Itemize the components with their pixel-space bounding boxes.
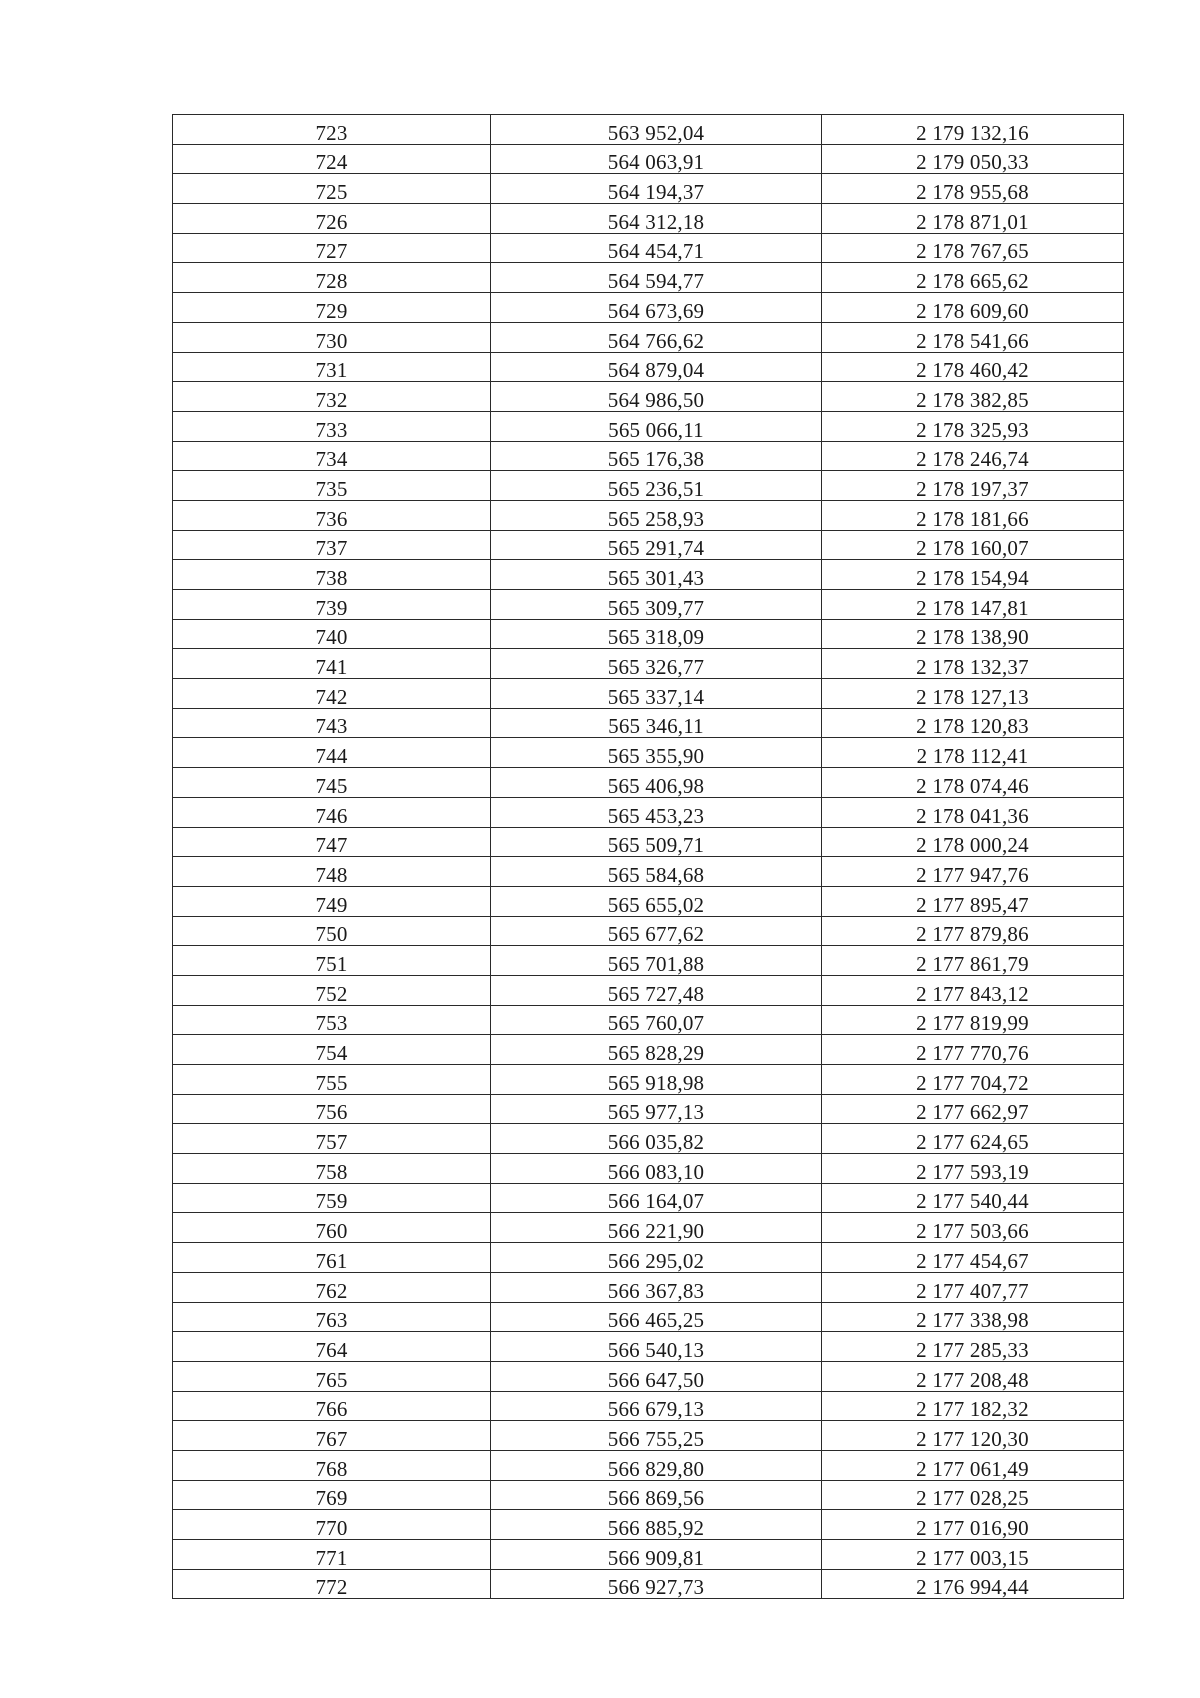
point-number-cell: 744 xyxy=(173,738,491,768)
table-row xyxy=(173,738,1124,768)
point-number-cell: 736 xyxy=(173,500,491,530)
x-coordinate-cell: 564 673,69 xyxy=(491,293,822,323)
y-coordinate-cell: 2 178 181,66 xyxy=(822,500,1124,530)
x-coordinate-cell: 564 063,91 xyxy=(491,144,822,174)
table-row xyxy=(173,174,1124,204)
point-number-cell: 730 xyxy=(173,322,491,352)
point-number-cell: 759 xyxy=(173,1183,491,1213)
table-row xyxy=(173,263,1124,293)
table-row xyxy=(173,1332,1124,1362)
y-coordinate-cell: 2 178 147,81 xyxy=(822,590,1124,620)
point-number-cell: 753 xyxy=(173,1005,491,1035)
x-coordinate-cell: 566 909,81 xyxy=(491,1540,822,1570)
y-coordinate-cell: 2 178 000,24 xyxy=(822,827,1124,857)
y-coordinate-cell: 2 178 325,93 xyxy=(822,411,1124,441)
point-number-cell: 769 xyxy=(173,1480,491,1510)
x-coordinate-cell: 564 879,04 xyxy=(491,352,822,382)
point-number-cell: 735 xyxy=(173,471,491,501)
point-number-cell: 763 xyxy=(173,1302,491,1332)
x-coordinate-cell: 565 977,13 xyxy=(491,1094,822,1124)
point-number-cell: 757 xyxy=(173,1124,491,1154)
point-number-cell: 760 xyxy=(173,1213,491,1243)
table-row xyxy=(173,1035,1124,1065)
point-number-cell: 725 xyxy=(173,174,491,204)
table-row xyxy=(173,1302,1124,1332)
point-number-cell: 734 xyxy=(173,441,491,471)
table-row xyxy=(173,946,1124,976)
table-row xyxy=(173,916,1124,946)
point-number-cell: 747 xyxy=(173,827,491,857)
point-number-cell: 742 xyxy=(173,679,491,709)
point-number-cell: 765 xyxy=(173,1361,491,1391)
y-coordinate-cell: 2 176 994,44 xyxy=(822,1569,1124,1599)
x-coordinate-cell: 564 194,37 xyxy=(491,174,822,204)
point-number-cell: 764 xyxy=(173,1332,491,1362)
y-coordinate-cell: 2 179 132,16 xyxy=(822,115,1124,145)
point-number-cell: 762 xyxy=(173,1272,491,1302)
x-coordinate-cell: 566 927,73 xyxy=(491,1569,822,1599)
y-coordinate-cell: 2 177 704,72 xyxy=(822,1065,1124,1095)
point-number-cell: 724 xyxy=(173,144,491,174)
x-coordinate-cell: 566 465,25 xyxy=(491,1302,822,1332)
y-coordinate-cell: 2 177 285,33 xyxy=(822,1332,1124,1362)
point-number-cell: 737 xyxy=(173,530,491,560)
x-coordinate-cell: 565 655,02 xyxy=(491,886,822,916)
point-number-cell: 756 xyxy=(173,1094,491,1124)
x-coordinate-cell: 566 295,02 xyxy=(491,1243,822,1273)
y-coordinate-cell: 2 178 955,68 xyxy=(822,174,1124,204)
point-number-cell: 770 xyxy=(173,1510,491,1540)
table-row xyxy=(173,1124,1124,1154)
x-coordinate-cell: 565 760,07 xyxy=(491,1005,822,1035)
point-number-cell: 731 xyxy=(173,352,491,382)
x-coordinate-cell: 565 727,48 xyxy=(491,975,822,1005)
table-row xyxy=(173,1421,1124,1451)
table-row xyxy=(173,1272,1124,1302)
x-coordinate-cell: 563 952,04 xyxy=(491,115,822,145)
y-coordinate-cell: 2 177 770,76 xyxy=(822,1035,1124,1065)
point-number-cell: 751 xyxy=(173,946,491,976)
x-coordinate-cell: 565 236,51 xyxy=(491,471,822,501)
x-coordinate-cell: 565 509,71 xyxy=(491,827,822,857)
point-number-cell: 729 xyxy=(173,293,491,323)
y-coordinate-cell: 2 178 609,60 xyxy=(822,293,1124,323)
x-coordinate-cell: 566 367,83 xyxy=(491,1272,822,1302)
point-number-cell: 767 xyxy=(173,1421,491,1451)
x-coordinate-cell: 565 176,38 xyxy=(491,441,822,471)
table-row xyxy=(173,679,1124,709)
table-row xyxy=(173,1361,1124,1391)
x-coordinate-cell: 566 035,82 xyxy=(491,1124,822,1154)
point-number-cell: 743 xyxy=(173,708,491,738)
y-coordinate-cell: 2 177 947,76 xyxy=(822,857,1124,887)
y-coordinate-cell: 2 178 138,90 xyxy=(822,619,1124,649)
y-coordinate-cell: 2 178 160,07 xyxy=(822,530,1124,560)
table-row xyxy=(173,1510,1124,1540)
y-coordinate-cell: 2 177 407,77 xyxy=(822,1272,1124,1302)
y-coordinate-cell: 2 177 861,79 xyxy=(822,946,1124,976)
point-number-cell: 772 xyxy=(173,1569,491,1599)
y-coordinate-cell: 2 177 016,90 xyxy=(822,1510,1124,1540)
x-coordinate-cell: 564 766,62 xyxy=(491,322,822,352)
coordinates-table xyxy=(172,114,1124,1599)
y-coordinate-cell: 2 178 120,83 xyxy=(822,708,1124,738)
table-row xyxy=(173,1243,1124,1273)
table-row xyxy=(173,471,1124,501)
point-number-cell: 766 xyxy=(173,1391,491,1421)
table-row xyxy=(173,1569,1124,1599)
x-coordinate-cell: 566 540,13 xyxy=(491,1332,822,1362)
x-coordinate-cell: 566 083,10 xyxy=(491,1154,822,1184)
point-number-cell: 755 xyxy=(173,1065,491,1095)
table-row xyxy=(173,560,1124,590)
table-row xyxy=(173,144,1124,174)
y-coordinate-cell: 2 178 074,46 xyxy=(822,768,1124,798)
y-coordinate-cell: 2 177 208,48 xyxy=(822,1361,1124,1391)
x-coordinate-cell: 566 647,50 xyxy=(491,1361,822,1391)
point-number-cell: 723 xyxy=(173,115,491,145)
table-row xyxy=(173,322,1124,352)
x-coordinate-cell: 565 584,68 xyxy=(491,857,822,887)
table-row xyxy=(173,293,1124,323)
x-coordinate-cell: 565 828,29 xyxy=(491,1035,822,1065)
table-row xyxy=(173,500,1124,530)
x-coordinate-cell: 566 755,25 xyxy=(491,1421,822,1451)
x-coordinate-cell: 564 312,18 xyxy=(491,204,822,234)
table-row xyxy=(173,1005,1124,1035)
x-coordinate-cell: 566 869,56 xyxy=(491,1480,822,1510)
table-row xyxy=(173,619,1124,649)
x-coordinate-cell: 565 318,09 xyxy=(491,619,822,649)
y-coordinate-cell: 2 178 767,65 xyxy=(822,233,1124,263)
table-row xyxy=(173,886,1124,916)
x-coordinate-cell: 565 677,62 xyxy=(491,916,822,946)
point-number-cell: 768 xyxy=(173,1450,491,1480)
coordinates-table-body xyxy=(173,115,1124,1599)
table-row xyxy=(173,233,1124,263)
point-number-cell: 749 xyxy=(173,886,491,916)
y-coordinate-cell: 2 179 050,33 xyxy=(822,144,1124,174)
y-coordinate-cell: 2 177 593,19 xyxy=(822,1154,1124,1184)
y-coordinate-cell: 2 178 871,01 xyxy=(822,204,1124,234)
y-coordinate-cell: 2 178 460,42 xyxy=(822,352,1124,382)
point-number-cell: 727 xyxy=(173,233,491,263)
x-coordinate-cell: 565 301,43 xyxy=(491,560,822,590)
point-number-cell: 746 xyxy=(173,797,491,827)
point-number-cell: 728 xyxy=(173,263,491,293)
x-coordinate-cell: 566 885,92 xyxy=(491,1510,822,1540)
x-coordinate-cell: 565 346,11 xyxy=(491,708,822,738)
y-coordinate-cell: 2 178 041,36 xyxy=(822,797,1124,827)
point-number-cell: 750 xyxy=(173,916,491,946)
y-coordinate-cell: 2 177 895,47 xyxy=(822,886,1124,916)
table-row xyxy=(173,1094,1124,1124)
table-row xyxy=(173,115,1124,145)
table-row xyxy=(173,1065,1124,1095)
point-number-cell: 754 xyxy=(173,1035,491,1065)
table-row xyxy=(173,1213,1124,1243)
table-row xyxy=(173,1183,1124,1213)
y-coordinate-cell: 2 178 127,13 xyxy=(822,679,1124,709)
table-row xyxy=(173,530,1124,560)
point-number-cell: 740 xyxy=(173,619,491,649)
x-coordinate-cell: 564 594,77 xyxy=(491,263,822,293)
x-coordinate-cell: 565 337,14 xyxy=(491,679,822,709)
table-row xyxy=(173,1450,1124,1480)
point-number-cell: 732 xyxy=(173,382,491,412)
x-coordinate-cell: 566 829,80 xyxy=(491,1450,822,1480)
x-coordinate-cell: 565 326,77 xyxy=(491,649,822,679)
x-coordinate-cell: 566 221,90 xyxy=(491,1213,822,1243)
x-coordinate-cell: 566 164,07 xyxy=(491,1183,822,1213)
x-coordinate-cell: 565 355,90 xyxy=(491,738,822,768)
point-number-cell: 741 xyxy=(173,649,491,679)
table-row xyxy=(173,975,1124,1005)
point-number-cell: 726 xyxy=(173,204,491,234)
x-coordinate-cell: 564 454,71 xyxy=(491,233,822,263)
point-number-cell: 771 xyxy=(173,1540,491,1570)
table-row xyxy=(173,768,1124,798)
x-coordinate-cell: 565 918,98 xyxy=(491,1065,822,1095)
y-coordinate-cell: 2 177 819,99 xyxy=(822,1005,1124,1035)
point-number-cell: 738 xyxy=(173,560,491,590)
table-row xyxy=(173,1154,1124,1184)
x-coordinate-cell: 564 986,50 xyxy=(491,382,822,412)
point-number-cell: 733 xyxy=(173,411,491,441)
point-number-cell: 761 xyxy=(173,1243,491,1273)
y-coordinate-cell: 2 177 624,65 xyxy=(822,1124,1124,1154)
x-coordinate-cell: 565 066,11 xyxy=(491,411,822,441)
y-coordinate-cell: 2 177 182,32 xyxy=(822,1391,1124,1421)
x-coordinate-cell: 565 406,98 xyxy=(491,768,822,798)
y-coordinate-cell: 2 177 338,98 xyxy=(822,1302,1124,1332)
x-coordinate-cell: 565 309,77 xyxy=(491,590,822,620)
y-coordinate-cell: 2 177 662,97 xyxy=(822,1094,1124,1124)
table-row xyxy=(173,352,1124,382)
y-coordinate-cell: 2 177 061,49 xyxy=(822,1450,1124,1480)
y-coordinate-cell: 2 178 665,62 xyxy=(822,263,1124,293)
table-row xyxy=(173,1391,1124,1421)
y-coordinate-cell: 2 178 382,85 xyxy=(822,382,1124,412)
y-coordinate-cell: 2 177 120,30 xyxy=(822,1421,1124,1451)
x-coordinate-cell: 565 701,88 xyxy=(491,946,822,976)
x-coordinate-cell: 566 679,13 xyxy=(491,1391,822,1421)
table-row xyxy=(173,797,1124,827)
table-row xyxy=(173,1480,1124,1510)
y-coordinate-cell: 2 177 003,15 xyxy=(822,1540,1124,1570)
point-number-cell: 748 xyxy=(173,857,491,887)
table-row xyxy=(173,649,1124,679)
point-number-cell: 739 xyxy=(173,590,491,620)
x-coordinate-cell: 565 258,93 xyxy=(491,500,822,530)
table-row xyxy=(173,857,1124,887)
y-coordinate-cell: 2 177 843,12 xyxy=(822,975,1124,1005)
y-coordinate-cell: 2 177 540,44 xyxy=(822,1183,1124,1213)
y-coordinate-cell: 2 178 154,94 xyxy=(822,560,1124,590)
y-coordinate-cell: 2 178 132,37 xyxy=(822,649,1124,679)
y-coordinate-cell: 2 177 503,66 xyxy=(822,1213,1124,1243)
y-coordinate-cell: 2 177 454,67 xyxy=(822,1243,1124,1273)
table-row xyxy=(173,382,1124,412)
table-row xyxy=(173,1540,1124,1570)
y-coordinate-cell: 2 178 246,74 xyxy=(822,441,1124,471)
x-coordinate-cell: 565 291,74 xyxy=(491,530,822,560)
y-coordinate-cell: 2 177 028,25 xyxy=(822,1480,1124,1510)
y-coordinate-cell: 2 178 541,66 xyxy=(822,322,1124,352)
y-coordinate-cell: 2 178 197,37 xyxy=(822,471,1124,501)
y-coordinate-cell: 2 177 879,86 xyxy=(822,916,1124,946)
table-row xyxy=(173,441,1124,471)
table-row xyxy=(173,204,1124,234)
table-row xyxy=(173,827,1124,857)
table-row xyxy=(173,411,1124,441)
table-row xyxy=(173,590,1124,620)
x-coordinate-cell: 565 453,23 xyxy=(491,797,822,827)
y-coordinate-cell: 2 178 112,41 xyxy=(822,738,1124,768)
point-number-cell: 745 xyxy=(173,768,491,798)
point-number-cell: 752 xyxy=(173,975,491,1005)
table-row xyxy=(173,708,1124,738)
point-number-cell: 758 xyxy=(173,1154,491,1184)
